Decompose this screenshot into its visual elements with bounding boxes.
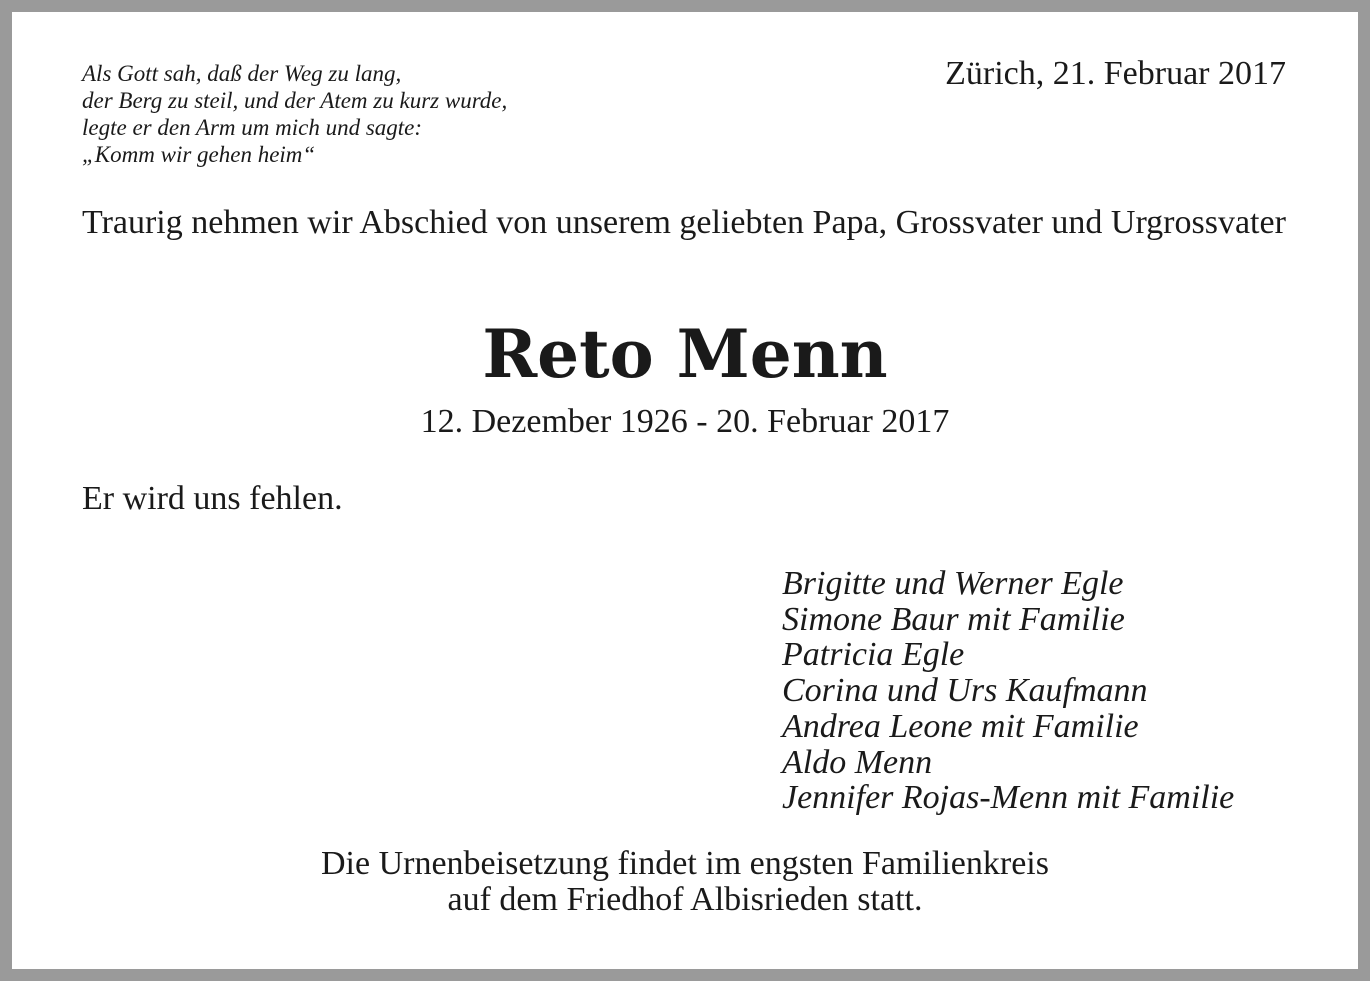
burial-line: Die Urnenbeisetzung findet im engsten Familienkreis (321, 845, 1049, 882)
mourner-name: Corina und Urs Kaufmann (782, 672, 1148, 710)
mourners-list (782, 566, 1234, 816)
poem-line: Als Gott sah, daß der Weg zu lang, (82, 61, 402, 86)
burial-notice (12, 846, 1358, 918)
mourner-name: Aldo Menn (782, 743, 933, 781)
poem (82, 60, 507, 168)
intro-text: Traurig nehmen wir Abschied von unserem geliebten Papa, Grossvater und Urgrossvater (82, 204, 1286, 241)
lifespan-dates: 12. Dezember 1926 - 20. Februar 2017 (420, 403, 950, 440)
mourner-name: Andrea Leone mit Familie (782, 707, 1139, 745)
mourner-name: Jennifer Rojas-Menn mit Familie (782, 779, 1235, 817)
place-date: Zürich, 21. Februar 2017 (945, 55, 1286, 92)
deceased-name: Reto Menn (482, 315, 888, 393)
poem-line: legte er den Arm um mich und sagte: (82, 115, 423, 140)
burial-line: auf dem Friedhof Albisrieden statt. (447, 881, 923, 918)
mourner-name: Simone Baur mit Familie (782, 600, 1125, 638)
poem-line: der Berg zu steil, und der Atem zu kurz wurde, (82, 88, 508, 113)
obituary-card (12, 12, 1358, 969)
mourner-name: Patricia Egle (782, 636, 965, 674)
poem-line: „Komm wir gehen heim“ (82, 142, 316, 167)
farewell-text: Er wird uns fehlen. (82, 480, 343, 517)
mourner-name: Brigitte und Werner Egle (782, 565, 1124, 602)
